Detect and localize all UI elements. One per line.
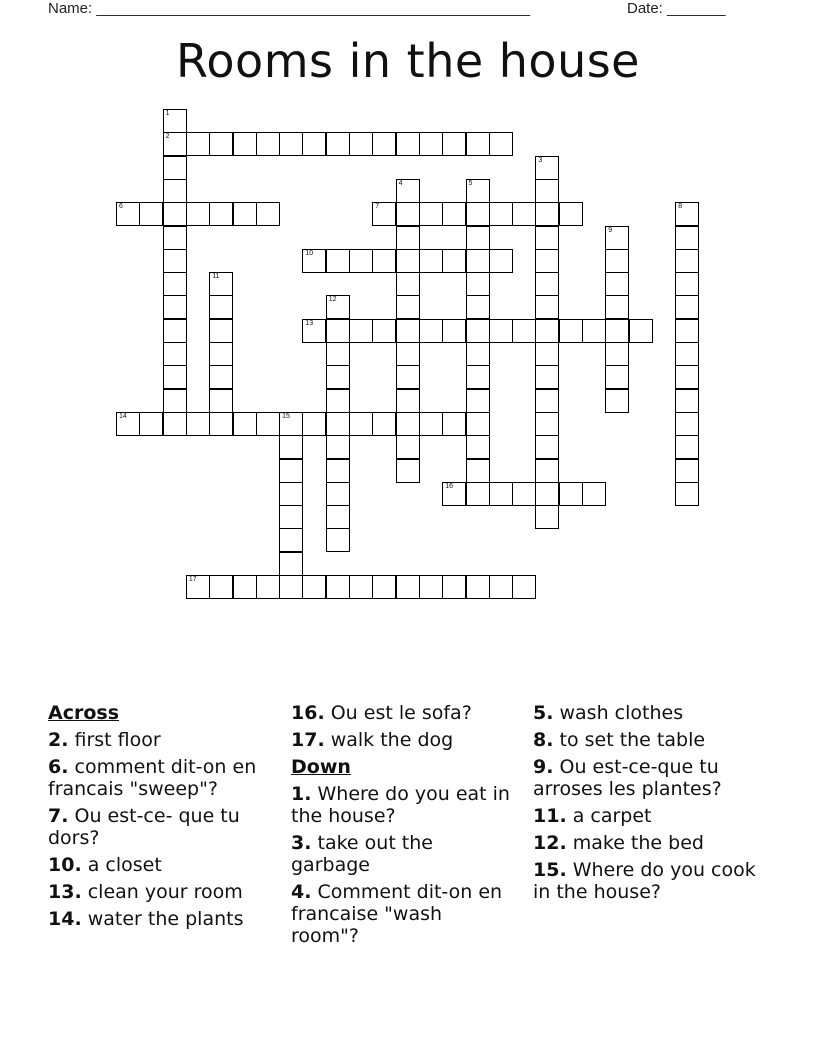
grid-cell[interactable] — [302, 319, 326, 343]
grid-cell[interactable] — [419, 202, 443, 226]
grid-cell[interactable] — [326, 389, 350, 413]
clues-column-1 — [48, 702, 278, 935]
grid-cell[interactable] — [186, 132, 210, 156]
grid-cell[interactable] — [535, 482, 559, 506]
grid-cell[interactable] — [442, 249, 466, 273]
grid-cell[interactable] — [512, 482, 536, 506]
clue-number-12: 12 — [328, 296, 337, 304]
date-field-label[interactable]: Date: _______ — [627, 0, 726, 17]
grid-cell[interactable] — [163, 295, 187, 319]
grid-cell[interactable] — [396, 179, 420, 203]
clue-number-6: 6 — [119, 203, 123, 211]
name-field-label[interactable]: Name: ____________________________________________________ — [48, 0, 531, 17]
grid-cell[interactable] — [256, 202, 280, 226]
grid-cell[interactable] — [512, 202, 536, 226]
grid-cell[interactable] — [163, 109, 187, 133]
grid-cell[interactable] — [186, 412, 210, 436]
grid-cell[interactable] — [163, 226, 187, 250]
clue-across-6: 6. comment dit-on en francais "sweep"? — [48, 756, 257, 800]
grid-cell[interactable] — [419, 132, 443, 156]
grid-cell[interactable] — [675, 459, 699, 483]
grid-cell[interactable] — [209, 202, 233, 226]
grid-cell[interactable] — [326, 342, 350, 366]
grid-cell[interactable] — [605, 319, 629, 343]
grid-cell[interactable] — [209, 272, 233, 296]
grid-cell[interactable] — [326, 482, 350, 506]
clue-across-14: 14. water the plants — [48, 908, 244, 930]
grid-cell[interactable] — [489, 575, 513, 599]
grid-cell[interactable] — [535, 342, 559, 366]
grid-cell[interactable] — [512, 319, 536, 343]
grid-cell[interactable] — [466, 179, 490, 203]
grid-cell[interactable] — [279, 459, 303, 483]
grid-cell[interactable] — [186, 575, 210, 599]
grid-cell[interactable] — [396, 295, 420, 319]
grid-cell[interactable] — [256, 132, 280, 156]
grid-cell[interactable] — [256, 412, 280, 436]
grid-cell[interactable] — [605, 295, 629, 319]
grid-cell[interactable] — [279, 505, 303, 529]
grid-cell[interactable] — [419, 319, 443, 343]
grid-cell[interactable] — [163, 249, 187, 273]
grid-cell[interactable] — [209, 365, 233, 389]
grid-cell[interactable] — [326, 249, 350, 273]
clue-number-1: 1 — [165, 110, 170, 117]
grid-cell[interactable] — [675, 319, 699, 343]
grid-cell[interactable] — [535, 459, 559, 483]
grid-cell[interactable] — [256, 575, 280, 599]
grid-cell[interactable] — [349, 575, 373, 599]
grid-cell[interactable] — [186, 202, 210, 226]
grid-cell[interactable] — [419, 412, 443, 436]
grid-cell[interactable] — [535, 226, 559, 250]
grid-cell[interactable] — [535, 505, 559, 529]
grid-cell[interactable] — [466, 272, 490, 296]
clue-down-1: 1. Where do you eat in the house? — [291, 783, 510, 827]
grid-cell[interactable] — [535, 319, 559, 343]
grid-cell[interactable] — [466, 342, 490, 366]
grid-cell[interactable] — [396, 342, 420, 366]
clue-down-4: 4. Comment dit-on en francaise "wash room"? — [291, 881, 503, 947]
clue-down-9: 9. Ou est-ce-que tu arroses les plantes? — [533, 756, 722, 800]
grid-cell[interactable] — [209, 132, 233, 156]
grid-cell[interactable] — [535, 249, 559, 273]
grid-cell[interactable] — [372, 319, 396, 343]
clue-number-4: 4 — [398, 179, 403, 187]
grid-cell[interactable] — [582, 319, 606, 343]
grid-cell[interactable] — [466, 319, 490, 343]
grid-cell[interactable] — [466, 226, 490, 250]
clue-down-3: 3. take out the garbage — [291, 832, 433, 876]
grid-cell[interactable] — [279, 412, 303, 436]
grid-cell[interactable] — [442, 412, 466, 436]
clue-down-11: 11. a carpet — [533, 805, 652, 827]
grid-cell[interactable] — [675, 435, 699, 459]
grid-cell[interactable] — [442, 319, 466, 343]
grid-cell[interactable] — [396, 435, 420, 459]
grid-cell[interactable] — [396, 575, 420, 599]
grid-cell[interactable] — [279, 575, 303, 599]
grid-cell[interactable] — [326, 435, 350, 459]
clues-column-2 — [291, 702, 511, 952]
clue-number-5: 5 — [468, 179, 473, 187]
grid-cell[interactable] — [466, 412, 490, 436]
grid-cell[interactable] — [489, 202, 513, 226]
grid-cell[interactable] — [442, 132, 466, 156]
grid-cell[interactable] — [209, 295, 233, 319]
grid-cell[interactable] — [535, 202, 559, 226]
grid-cell[interactable] — [535, 412, 559, 436]
grid-cell[interactable] — [605, 272, 629, 296]
grid-cell[interactable] — [279, 552, 303, 576]
grid-cell[interactable] — [489, 249, 513, 273]
grid-cell[interactable] — [442, 482, 466, 506]
grid-cell[interactable] — [326, 459, 350, 483]
clue-number-2: 2 — [165, 133, 170, 141]
grid-cell[interactable] — [559, 202, 583, 226]
grid-cell[interactable] — [605, 389, 629, 413]
grid-cell[interactable] — [396, 459, 420, 483]
clue-down-5: 5. wash clothes — [533, 702, 684, 724]
grid-cell[interactable] — [489, 482, 513, 506]
grid-cell[interactable] — [675, 295, 699, 319]
grid-cell[interactable] — [466, 389, 490, 413]
grid-cell[interactable] — [372, 132, 396, 156]
grid-cell[interactable] — [372, 249, 396, 273]
grid-cell[interactable] — [466, 132, 490, 156]
clue-number-7: 7 — [375, 203, 380, 211]
grid-cell[interactable] — [326, 365, 350, 389]
grid-cell[interactable] — [466, 435, 490, 459]
grid-cell[interactable] — [302, 249, 326, 273]
clue-number-9: 9 — [608, 226, 613, 234]
grid-cell[interactable] — [139, 412, 163, 436]
grid-cell[interactable] — [535, 435, 559, 459]
grid-cell[interactable] — [163, 342, 187, 366]
grid-cell[interactable] — [233, 132, 257, 156]
grid-cell[interactable] — [419, 575, 443, 599]
clue-across-10: 10. a closet — [48, 854, 162, 876]
grid-cell[interactable] — [466, 295, 490, 319]
grid-cell[interactable] — [116, 412, 140, 436]
grid-cell[interactable] — [466, 249, 490, 273]
grid-cell[interactable] — [396, 272, 420, 296]
clue-number-10: 10 — [305, 249, 314, 257]
grid-cell[interactable] — [442, 575, 466, 599]
grid-cell[interactable] — [605, 249, 629, 273]
grid-cell[interactable] — [349, 249, 373, 273]
grid-cell[interactable] — [396, 319, 420, 343]
grid-cell[interactable] — [326, 295, 350, 319]
grid-cell[interactable] — [535, 272, 559, 296]
grid-cell[interactable] — [489, 132, 513, 156]
grid-cell[interactable] — [139, 202, 163, 226]
grid-cell[interactable] — [209, 319, 233, 343]
grid-cell[interactable] — [442, 202, 466, 226]
across-heading: Across — [48, 702, 120, 724]
grid-cell[interactable] — [396, 389, 420, 413]
grid-cell[interactable] — [302, 132, 326, 156]
grid-cell[interactable] — [535, 389, 559, 413]
grid-cell[interactable] — [559, 482, 583, 506]
grid-cell[interactable] — [279, 435, 303, 459]
grid-cell[interactable] — [233, 412, 257, 436]
clue-number-16: 16 — [445, 482, 453, 490]
grid-cell[interactable] — [209, 412, 233, 436]
clue-number-8: 8 — [678, 203, 683, 211]
clue-down-8: 8. to set the table — [533, 729, 706, 751]
grid-cell[interactable] — [675, 249, 699, 273]
grid-cell[interactable] — [582, 482, 606, 506]
clue-number-17: 17 — [188, 576, 197, 583]
grid-cell[interactable] — [675, 272, 699, 296]
clue-number-15: 15 — [282, 412, 290, 420]
grid-cell[interactable] — [279, 528, 303, 552]
clue-number-13: 13 — [305, 319, 314, 327]
grid-cell[interactable] — [675, 412, 699, 436]
clue-across-17: 17. walk the dog — [291, 729, 454, 751]
grid-cell[interactable] — [396, 202, 420, 226]
clue-down-12: 12. make the bed — [533, 832, 704, 854]
grid-cell[interactable] — [279, 132, 303, 156]
clue-across-13: 13. clean your room — [48, 881, 243, 903]
grid-cell[interactable] — [466, 202, 490, 226]
grid-cell[interactable] — [163, 202, 187, 226]
grid-cell[interactable] — [605, 226, 629, 250]
grid-cell[interactable] — [302, 575, 326, 599]
grid-cell[interactable] — [605, 365, 629, 389]
grid-cell[interactable] — [372, 412, 396, 436]
grid-cell[interactable] — [326, 575, 350, 599]
down-heading: Down — [291, 756, 351, 778]
grid-cell[interactable] — [535, 365, 559, 389]
grid-cell[interactable] — [605, 342, 629, 366]
grid-cell[interactable] — [326, 505, 350, 529]
puzzle-title: Rooms in the house — [176, 34, 640, 88]
grid-cell[interactable] — [163, 389, 187, 413]
clue-number-11: 11 — [212, 273, 220, 281]
grid-cell[interactable] — [163, 156, 187, 180]
grid-cell[interactable] — [559, 319, 583, 343]
grid-cell[interactable] — [163, 132, 187, 156]
grid-cell[interactable] — [372, 202, 396, 226]
grid-cell[interactable] — [279, 482, 303, 506]
clues-column-3 — [533, 702, 763, 908]
grid-cell[interactable] — [535, 156, 559, 180]
grid-cell[interactable] — [116, 202, 140, 226]
grid-cell[interactable] — [512, 575, 536, 599]
grid-cell[interactable] — [163, 412, 187, 436]
grid-cell[interactable] — [233, 575, 257, 599]
grid-cell[interactable] — [163, 365, 187, 389]
grid-cell[interactable] — [349, 132, 373, 156]
clue-across-16: 16. Ou est le sofa? — [291, 702, 472, 724]
grid-cell[interactable] — [675, 365, 699, 389]
grid-cell[interactable] — [396, 226, 420, 250]
grid-cell[interactable] — [326, 132, 350, 156]
grid-cell[interactable] — [163, 272, 187, 296]
grid-cell[interactable] — [675, 202, 699, 226]
grid-cell[interactable] — [349, 319, 373, 343]
grid-cell[interactable] — [675, 389, 699, 413]
grid-cell[interactable] — [326, 528, 350, 552]
grid-cell[interactable] — [326, 412, 350, 436]
grid-cell[interactable] — [209, 389, 233, 413]
grid-cell[interactable] — [163, 319, 187, 343]
grid-cell[interactable] — [326, 319, 350, 343]
clue-down-15: 15. Where do you cook in the house? — [533, 859, 756, 903]
grid-cell[interactable] — [466, 459, 490, 483]
grid-cell[interactable] — [466, 365, 490, 389]
grid-cell[interactable] — [302, 412, 326, 436]
grid-cell[interactable] — [629, 319, 653, 343]
clue-number-3: 3 — [538, 156, 543, 164]
grid-cell[interactable] — [489, 319, 513, 343]
grid-cell[interactable] — [396, 412, 420, 436]
grid-cell[interactable] — [209, 575, 233, 599]
grid-cell[interactable] — [466, 575, 490, 599]
grid-cell[interactable] — [209, 342, 233, 366]
grid-cell[interactable] — [163, 179, 187, 203]
grid-cell[interactable] — [675, 226, 699, 250]
grid-cell[interactable] — [675, 482, 699, 506]
grid-cell[interactable] — [535, 179, 559, 203]
clue-across-2: 2. first floor — [48, 729, 161, 751]
grid-cell[interactable] — [233, 202, 257, 226]
grid-cell[interactable] — [675, 342, 699, 366]
grid-cell[interactable] — [396, 132, 420, 156]
grid-cell[interactable] — [535, 295, 559, 319]
clue-number-14: 14 — [119, 412, 127, 420]
clue-across-7: 7. Ou est-ce- que tu dors? — [48, 805, 240, 849]
grid-cell[interactable] — [396, 249, 420, 273]
grid-cell[interactable] — [372, 575, 396, 599]
grid-cell[interactable] — [396, 365, 420, 389]
grid-cell[interactable] — [349, 412, 373, 436]
grid-cell[interactable] — [419, 249, 443, 273]
grid-cell[interactable] — [466, 482, 490, 506]
